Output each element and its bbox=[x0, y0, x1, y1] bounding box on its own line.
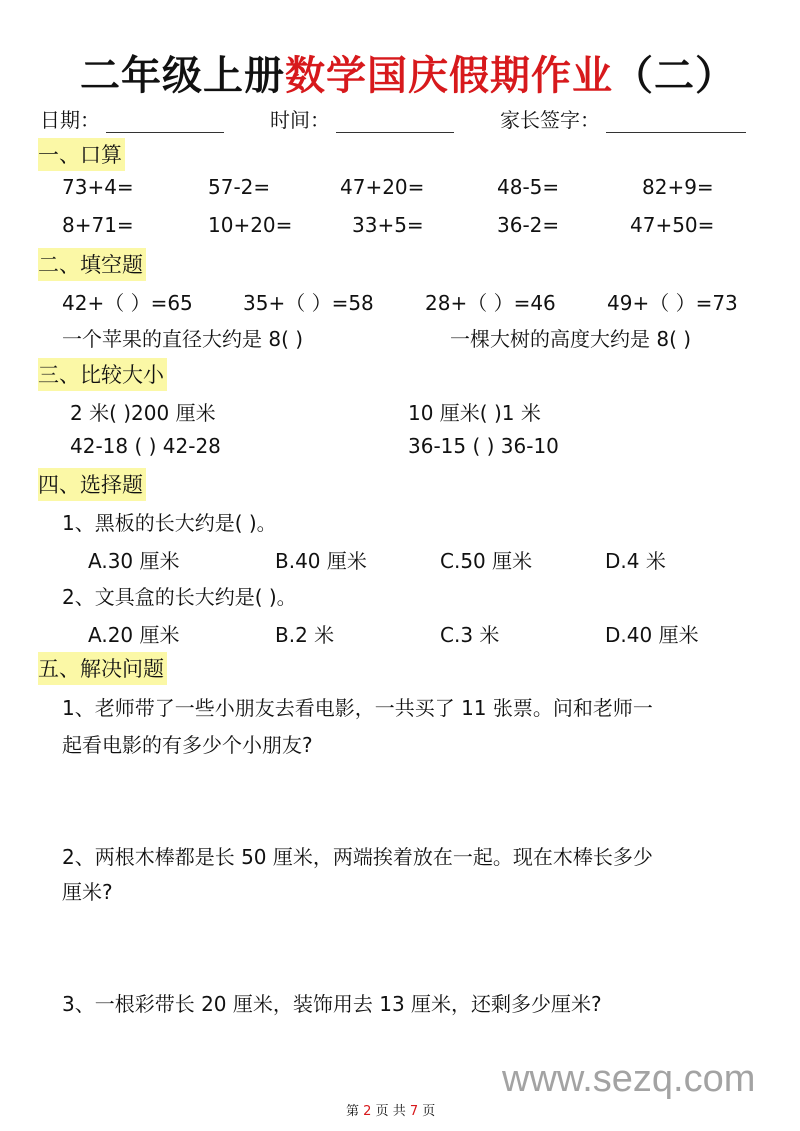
word-problem: 3、一根彩带长 20 厘米，装饰用去 13 厘米，还剩多少厘米? bbox=[62, 992, 602, 1016]
problem: 73+4= bbox=[62, 175, 134, 199]
page-title bbox=[80, 44, 736, 101]
option: C.50 厘米 bbox=[440, 549, 533, 573]
section-heading: 五、解决问题 bbox=[38, 652, 167, 685]
word-problem: 起看电影的有多少个小朋友? bbox=[62, 733, 313, 757]
problem: 49+（ ）=73 bbox=[607, 291, 738, 315]
option: B.40 厘米 bbox=[275, 549, 367, 573]
option: A.30 厘米 bbox=[88, 549, 180, 573]
option: C.3 米 bbox=[440, 623, 500, 647]
section-heading: 二、填空题 bbox=[38, 248, 146, 281]
sign-blank[interactable] bbox=[606, 112, 746, 133]
problem: 57-2= bbox=[208, 175, 271, 199]
option: D.40 厘米 bbox=[605, 623, 699, 647]
footer-text: 第 bbox=[346, 1104, 360, 1119]
date-blank[interactable] bbox=[106, 112, 224, 133]
problem: 2 米( )200 厘米 bbox=[70, 401, 216, 425]
problem: 42+（ ）=65 bbox=[62, 291, 193, 315]
problem: 82+9= bbox=[642, 175, 714, 199]
problem: 33+5= bbox=[352, 213, 424, 237]
problem: 42-18 ( ) 42-28 bbox=[70, 434, 221, 458]
word-problem: 2、两根木棒都是长 50 厘米，两端挨着放在一起。现在木棒长多少 bbox=[62, 845, 653, 869]
section-heading: 一、口算 bbox=[38, 138, 125, 171]
title-suffix: （二） bbox=[613, 53, 736, 99]
problem: 48-5= bbox=[497, 175, 560, 199]
sign-field bbox=[500, 104, 746, 133]
sign-label: 家长签字： bbox=[500, 108, 600, 132]
footer-text: 页 bbox=[422, 1104, 436, 1119]
word-problem: 厘米? bbox=[62, 880, 113, 904]
problem: 一棵大树的高度大约是 8( ) bbox=[450, 327, 692, 351]
date-label: 日期： bbox=[40, 108, 100, 132]
time-label: 时间： bbox=[270, 108, 330, 132]
problem: 8+71= bbox=[62, 213, 134, 237]
question: 2、文具盒的长大约是( )。 bbox=[62, 585, 297, 609]
option: D.4 米 bbox=[605, 549, 666, 573]
problem: 47+50= bbox=[630, 213, 715, 237]
time-blank[interactable] bbox=[336, 112, 454, 133]
footer-text: 页 共 bbox=[375, 1104, 406, 1119]
question: 1、黑板的长大约是( )。 bbox=[62, 511, 277, 535]
problem: 28+（ ）=46 bbox=[425, 291, 556, 315]
time-field bbox=[270, 104, 454, 133]
option: A.20 厘米 bbox=[88, 623, 180, 647]
problem: 36-2= bbox=[497, 213, 560, 237]
problem: 47+20= bbox=[340, 175, 425, 199]
date-field bbox=[40, 104, 224, 133]
watermark: www.sezq.com bbox=[502, 1058, 756, 1100]
option: B.2 米 bbox=[275, 623, 335, 647]
title-red: 数学国庆假期作业 bbox=[285, 53, 613, 99]
word-problem: 1、老师带了一些小朋友去看电影，一共买了 11 张票。问和老师一 bbox=[62, 696, 653, 720]
problem: 一个苹果的直径大约是 8( ) bbox=[62, 327, 304, 351]
page-number: 2 bbox=[363, 1104, 372, 1119]
problem: 35+（ ）=58 bbox=[243, 291, 374, 315]
title-black: 二年级上册 bbox=[80, 53, 285, 99]
section-heading: 四、选择题 bbox=[38, 468, 146, 501]
page-footer bbox=[346, 1100, 435, 1119]
problem: 10+20= bbox=[208, 213, 293, 237]
section-heading: 三、比较大小 bbox=[38, 358, 167, 391]
problem: 36-15 ( ) 36-10 bbox=[408, 434, 559, 458]
total-pages: 7 bbox=[409, 1104, 419, 1119]
problem: 10 厘米( )1 米 bbox=[408, 401, 541, 425]
